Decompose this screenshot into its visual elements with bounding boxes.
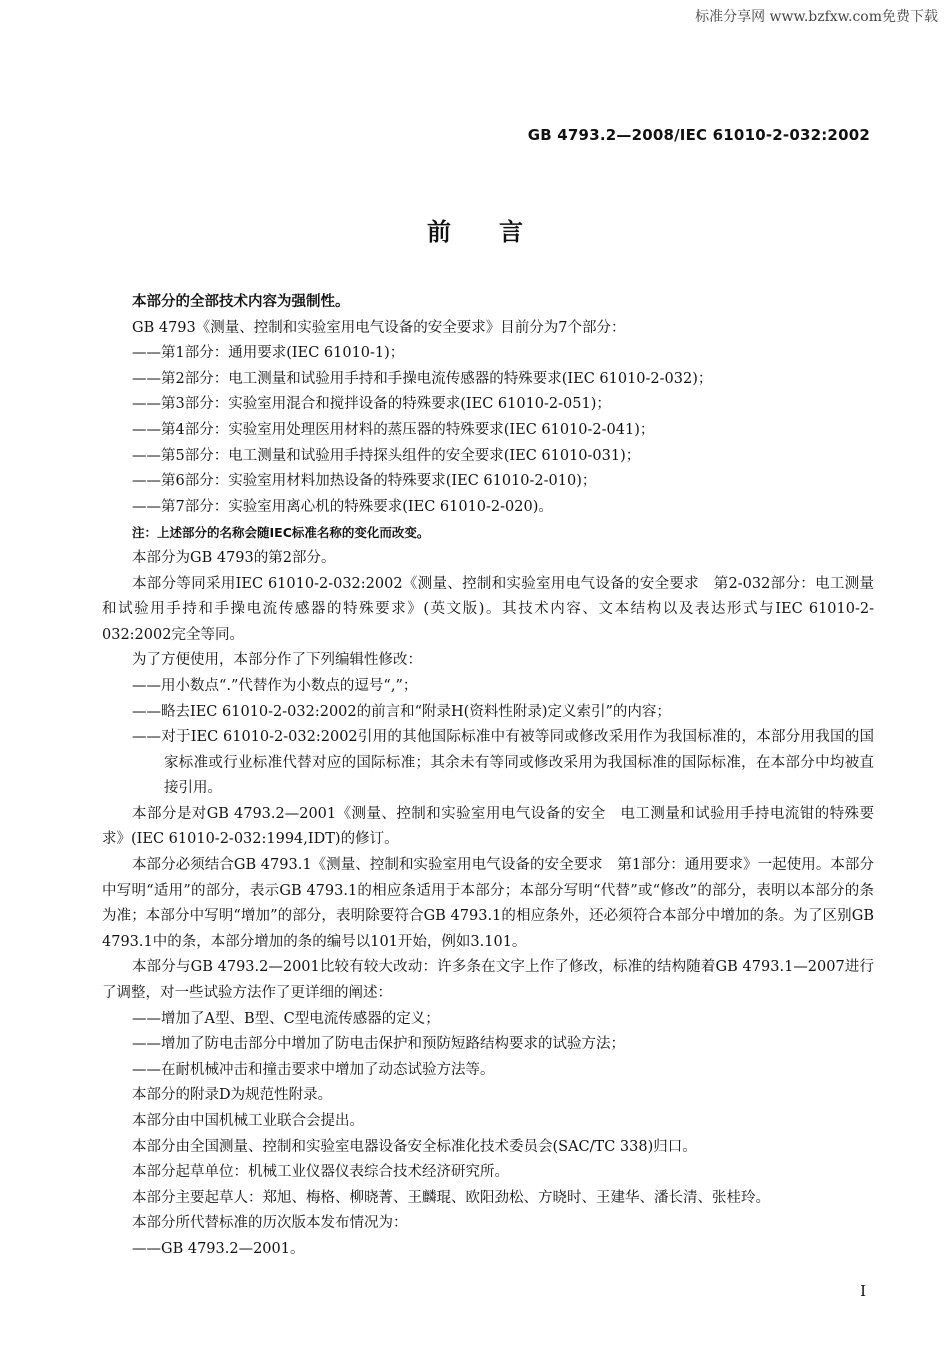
list-item: ——第3部分：实验室用混合和搅拌设备的特殊要求(IEC 61010-2-051)； (132, 396, 611, 413)
page-title: 前言 (427, 218, 571, 246)
list-item: ——增加了防电击部分中增加了防电击保护和预防短路结构要求的试验方法； (132, 1036, 625, 1053)
parts-intro: GB 4793《测量、控制和实验室用电气设备的安全要求》目前分为7个部分： (132, 319, 626, 336)
this-part-statement: 本部分为GB 4793的第2部分。 (132, 549, 336, 566)
list-item: ——第4部分：实验室用处理医用材料的蒸压器的特殊要求(IEC 61010-2-041)； (132, 421, 655, 438)
edit-intro: 为了方便使用，本部分作了下列编辑性修改： (132, 652, 422, 669)
page-number: I (860, 1282, 866, 1300)
combine-paragraph: 本部分必须结合GB 4793.1《测量、控制和实验室用电气设备的安全要求 第1部分：通用要求》一起使用。本部分中写明“适用”的部分，表示GB 4793.1的相应条适用于本部分；本部分写明“代替”或“修改”的部分，表明以本部分的条为准；本部分中写明“增加”的部分，表明除要符合GB 4793.1的相应条外，还必须符合本部分中增加的条。为了区别GB 4793.1中的条，本部分增加的条的编号以101开始，例如3.101。 (102, 857, 874, 950)
equivalence-paragraph: 本部分等同采用IEC 61010-2-032:2002《测量、控制和实验室用电气设备的安全要求 第2-032部分：电工测量和试验用手持和手操电流传感器的特殊要求》(英文版)。其技术内容、文本结构以及表达形式与IEC 61010-2-032:2002完全等同。 (102, 575, 874, 643)
list-item: ——第7部分：实验室用离心机的特殊要求(IEC 61010-2-020)。 (132, 498, 553, 515)
list-item: ——GB 4793.2—2001。 (132, 1240, 305, 1257)
annex-statement: 本部分的附录D为规范性附录。 (132, 1087, 333, 1104)
list-item: ——在耐机械冲击和撞击要求中增加了动态试验方法等。 (132, 1061, 495, 1078)
list-item: ——第6部分：实验室用材料加热设备的特殊要求(IEC 61010-2-010)； (132, 473, 597, 490)
changes-intro: 本部分与GB 4793.2—2001比较有较大改动：许多条在文字上作了修改，标准的结构随着GB 4793.1—2007进行了调整，对一些试验方法作了更详细的阐述： (102, 959, 874, 1002)
list-item: ——略去IEC 61010-2-032:2002的前言和“附录H(资料性附录)定义索引”的内容； (132, 703, 671, 720)
note: 注：上述部分的名称会随IEC标准名称的变化而改变。 (132, 525, 430, 541)
drafters-statement: 本部分主要起草人：郑旭、梅格、柳晓菁、王麟琨、欧阳劲松、方晓时、王建华、潘长清、张桂玲。 (132, 1189, 770, 1206)
centralized-statement: 本部分由全国测量、控制和实验室电器设备安全标准化技术委员会(SAC/TC 338)归口。 (132, 1138, 697, 1155)
foreword-body (102, 290, 874, 1263)
list-item: ——用小数点“.”代替作为小数点的逗号“,”； (132, 677, 418, 694)
list-item: ——第5部分：电工测量和试验用手持探头组件的安全要求(IEC 61010-031)； (132, 447, 641, 464)
list-item: ——增加了A型、B型、C型电流传感器的定义； (132, 1010, 440, 1027)
mandatory-statement: 本部分的全部技术内容为强制性。 (132, 294, 350, 310)
watermark: 标准分享网 www.bzfxw.com免费下载 (695, 9, 938, 25)
drafting-unit-statement: 本部分起草单位：机械工业仪器仪表综合技术经济研究所。 (132, 1164, 509, 1181)
standard-number: GB 4793.2—2008/IEC 61010-2-032:2002 (527, 126, 870, 144)
list-item: ——第2部分：电工测量和试验用手持和手操电流传感器的特殊要求(IEC 61010-2-032)； (132, 370, 713, 387)
list-item: ——第1部分：通用要求(IEC 61010-1)； (132, 345, 405, 362)
list-item: ——对于IEC 61010-2-032:2002引用的其他国际标准中有被等同或修改采用作为我国标准的，本部分用我国的国家标准或行业标准代替对应的国际标准；其余未有等同或修改采用为我国标准的国际标准，在本部分中均被直接引用。 (132, 729, 874, 797)
proposed-statement: 本部分由中国机械工业联合会提出。 (132, 1113, 364, 1129)
history-intro: 本部分所代替标准的历次版本发布情况为： (132, 1215, 408, 1232)
revision-paragraph: 本部分是对GB 4793.2—2001《测量、控制和实验室用电气设备的安全 电工测量和试验用手持电流钳的特殊要求》(IEC 61010-2-032:1994,IDT)的修订。 (102, 805, 874, 848)
